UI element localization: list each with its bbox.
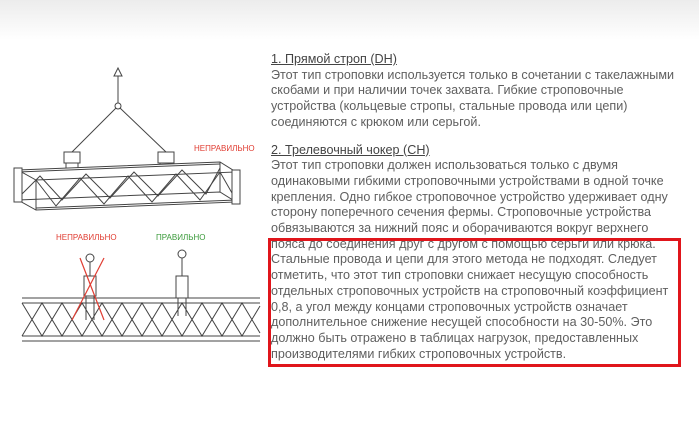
truss-illustration [0,0,265,440]
hook-arrow-icon [114,68,122,109]
right-label-bottom: ПРАВИЛЬНО [156,233,206,242]
section1-body: Этот тип строповки используется только в сочетании с такелажными скобами и при наличии точек захвата. Гибкие строповочные устройства (кольцевые стропы, стальные провода или цепи) соединяются с крюком или серьгой. [271,67,675,129]
bottom-truss [22,298,260,341]
section2-body: Этот тип строповки должен использоваться только с двумя одинаковыми гибкими строповочными устройствами в одной точке крепления. Одно гибкое строповочное устройство удерживает одну сторону поперечного сечения фермы. Строповочные устройства обвязываются за нижний пояс и оборачиваются вокруг верхнего пояса до соединения друг с другом с помощью серьги или крюка. Стальные провода и цепи для этого метода не подходят. Следует отметить, что этот тип строповки снижает несущую способность отдельных строповочных устройств на строповочный коэффициент 0,8, а угол между концами строповочных устройств означает дополнительное снижение несущей способности на 30-50%. Это должно быть отражено в таблицах нагрузок, предоставленных производителями гибких строповочных устройств. [271,158,669,361]
section1-heading: 1. Прямой строп (DH) [271,52,397,66]
top-truss [14,162,240,210]
right-rigging [176,250,188,316]
wrong-label-bottom: НЕПРАВИЛЬНО [56,233,117,242]
sling-lines [72,108,166,152]
highlight-box [268,238,681,367]
wrong-label-top: НЕПРАВИЛЬНО [194,144,255,153]
section2-heading: 2. Трелевочный чокер (CH) [271,142,430,157]
wrong-rigging [72,254,104,320]
